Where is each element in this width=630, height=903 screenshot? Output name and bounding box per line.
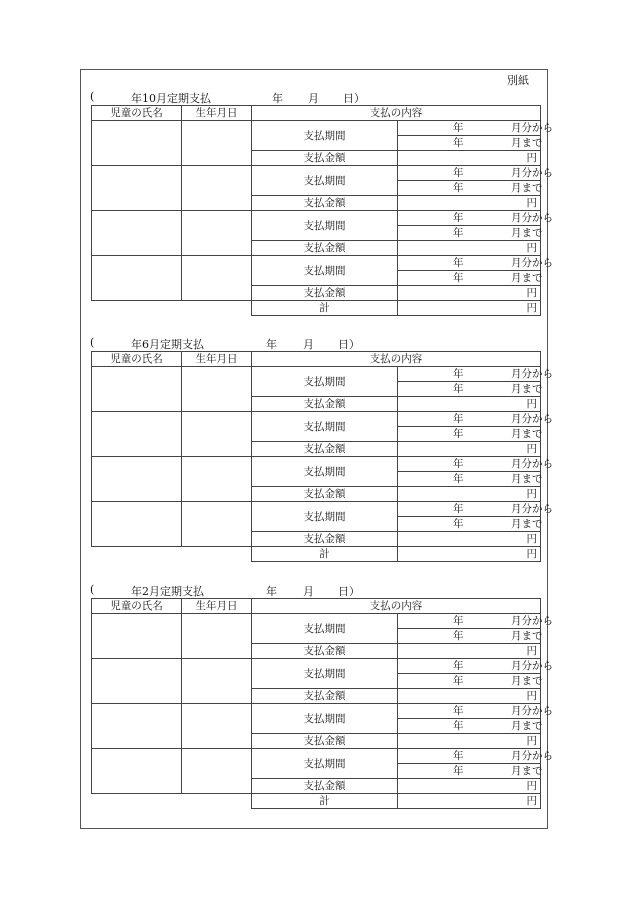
- payment-period-label: 支払期間: [252, 412, 398, 442]
- payment-period-label: 支払期間: [252, 457, 398, 487]
- from-month-label: 月分から: [511, 122, 553, 134]
- payment-period-label: 支払期間: [252, 367, 398, 397]
- year-label: 年: [453, 368, 464, 380]
- open-paren: (: [90, 583, 95, 596]
- section-title: 年10月定期支払: [131, 92, 211, 105]
- amount-yen-cell: 円: [398, 286, 541, 301]
- payment-amount-label: 支払金額: [252, 241, 398, 256]
- open-paren: (: [90, 336, 95, 349]
- birth-date-cell: [182, 704, 252, 749]
- birth-date-cell: [182, 457, 252, 502]
- period-to-cell: [398, 629, 541, 644]
- from-month-label: 月分から: [511, 167, 553, 179]
- total-yen-cell: 円: [398, 301, 541, 316]
- period-from-cell: [398, 121, 553, 136]
- birth-date-cell: [182, 367, 252, 412]
- period-to-cell: [398, 719, 541, 734]
- year-label: 年: [453, 615, 464, 627]
- payment-period-label: 支払期間: [252, 256, 398, 286]
- from-month-label: 月分から: [511, 368, 553, 380]
- blank-cell: [92, 794, 182, 809]
- year-label: 年: [453, 720, 464, 732]
- to-month-label: 月まで: [511, 630, 543, 642]
- year-label: 年: [453, 413, 464, 425]
- birth-date-cell: [182, 121, 252, 166]
- day-label: 日）: [338, 338, 360, 351]
- payment-period-label: 支払期間: [252, 502, 398, 532]
- payment-table-june: [91, 351, 553, 562]
- period-from-cell: [398, 211, 553, 226]
- year-label: 年: [453, 675, 464, 687]
- payment-table-october: [91, 105, 553, 316]
- amount-yen-cell: 円: [398, 779, 541, 794]
- child-name-cell: [92, 614, 182, 659]
- to-month-label: 月まで: [511, 182, 543, 194]
- payment-contents-header: 支払の内容: [252, 352, 541, 367]
- amount-yen-cell: 円: [398, 397, 541, 412]
- payment-amount-label: 支払金額: [252, 734, 398, 749]
- payment-amount-label: 支払金額: [252, 779, 398, 794]
- day-label: 日）: [338, 585, 360, 598]
- payment-period-label: 支払期間: [252, 704, 398, 734]
- year-label: 年: [453, 503, 464, 515]
- payment-table-february: [91, 598, 553, 809]
- period-from-cell: [398, 704, 553, 719]
- payment-period-label: 支払期間: [252, 749, 398, 779]
- birth-date-header: 生年月日: [182, 352, 252, 367]
- period-to-cell: [398, 764, 541, 779]
- period-from-cell: [398, 502, 553, 517]
- blank-cell: [182, 547, 252, 562]
- birth-date-cell: [182, 614, 252, 659]
- year-label: 年: [453, 272, 464, 284]
- payment-amount-label: 支払金額: [252, 532, 398, 547]
- payment-amount-label: 支払金額: [252, 151, 398, 166]
- from-month-label: 月分から: [511, 750, 553, 762]
- birth-date-header: 生年月日: [182, 599, 252, 614]
- section-header-february: [90, 583, 410, 597]
- birth-date-cell: [182, 502, 252, 547]
- payment-period-label: 支払期間: [252, 121, 398, 151]
- child-name-cell: [92, 166, 182, 211]
- child-name-cell: [92, 367, 182, 412]
- to-month-label: 月まで: [511, 473, 543, 485]
- total-yen-cell: 円: [398, 547, 541, 562]
- to-month-label: 月まで: [511, 765, 543, 777]
- child-name-cell: [92, 502, 182, 547]
- child-name-cell: [92, 211, 182, 256]
- child-name-header: 児童の氏名: [92, 599, 182, 614]
- payment-period-label: 支払期間: [252, 659, 398, 689]
- payment-amount-label: 支払金額: [252, 487, 398, 502]
- payment-amount-label: 支払金額: [252, 286, 398, 301]
- period-to-cell: [398, 181, 541, 196]
- year-label: 年: [453, 660, 464, 672]
- section-title: 年6月定期支払: [131, 338, 204, 351]
- amount-yen-cell: 円: [398, 196, 541, 211]
- to-month-label: 月まで: [511, 383, 543, 395]
- section-title: 年2月定期支払: [131, 585, 204, 598]
- payment-amount-label: 支払金額: [252, 689, 398, 704]
- payment-amount-label: 支払金額: [252, 442, 398, 457]
- total-label: 計: [252, 301, 398, 316]
- amount-yen-cell: 円: [398, 644, 541, 659]
- total-label: 計: [252, 794, 398, 809]
- period-to-cell: [398, 517, 541, 532]
- blank-cell: [92, 301, 182, 316]
- section-header-october: [90, 90, 410, 104]
- annex-label: 別紙: [507, 74, 529, 87]
- from-month-label: 月分から: [511, 503, 553, 515]
- year-label: 年: [266, 338, 277, 351]
- year-label: 年: [453, 167, 464, 179]
- amount-yen-cell: 円: [398, 734, 541, 749]
- from-month-label: 月分から: [511, 615, 553, 627]
- birth-date-cell: [182, 256, 252, 301]
- amount-yen-cell: 円: [398, 532, 541, 547]
- year-label: 年: [453, 765, 464, 777]
- year-label: 年: [453, 428, 464, 440]
- child-name-cell: [92, 412, 182, 457]
- period-to-cell: [398, 226, 541, 241]
- birth-date-cell: [182, 412, 252, 457]
- period-from-cell: [398, 412, 553, 427]
- period-from-cell: [398, 749, 553, 764]
- year-label: 年: [453, 212, 464, 224]
- blank-cell: [92, 547, 182, 562]
- child-name-cell: [92, 457, 182, 502]
- period-to-cell: [398, 427, 541, 442]
- period-to-cell: [398, 472, 541, 487]
- period-from-cell: [398, 659, 553, 674]
- to-month-label: 月まで: [511, 227, 543, 239]
- to-month-label: 月まで: [511, 428, 543, 440]
- period-from-cell: [398, 166, 553, 181]
- total-label: 計: [252, 547, 398, 562]
- payment-period-label: 支払期間: [252, 211, 398, 241]
- blank-cell: [182, 301, 252, 316]
- period-to-cell: [398, 271, 541, 286]
- year-label: 年: [453, 750, 464, 762]
- year-label: 年: [453, 458, 464, 470]
- period-to-cell: [398, 382, 541, 397]
- child-name-cell: [92, 121, 182, 166]
- amount-yen-cell: 円: [398, 442, 541, 457]
- child-name-cell: [92, 659, 182, 704]
- birth-date-cell: [182, 211, 252, 256]
- from-month-label: 月分から: [511, 212, 553, 224]
- year-label: 年: [453, 227, 464, 239]
- to-month-label: 月まで: [511, 675, 543, 687]
- payment-contents-header: 支払の内容: [252, 599, 541, 614]
- month-label: 月: [303, 338, 314, 351]
- birth-date-header: 生年月日: [182, 106, 252, 121]
- month-label: 月: [303, 585, 314, 598]
- to-month-label: 月まで: [511, 137, 543, 149]
- payment-period-label: 支払期間: [252, 166, 398, 196]
- total-yen-cell: 円: [398, 794, 541, 809]
- from-month-label: 月分から: [511, 413, 553, 425]
- from-month-label: 月分から: [511, 660, 553, 672]
- child-name-cell: [92, 256, 182, 301]
- period-from-cell: [398, 367, 553, 382]
- open-paren: (: [90, 90, 95, 103]
- year-label: 年: [453, 182, 464, 194]
- section-header-june: [90, 336, 410, 350]
- day-label: 日）: [343, 92, 365, 105]
- period-from-cell: [398, 457, 553, 472]
- birth-date-cell: [182, 659, 252, 704]
- period-to-cell: [398, 674, 541, 689]
- year-label: 年: [453, 137, 464, 149]
- child-name-cell: [92, 749, 182, 794]
- from-month-label: 月分から: [511, 705, 553, 717]
- payment-period-label: 支払期間: [252, 614, 398, 644]
- period-from-cell: [398, 614, 553, 629]
- year-label: 年: [453, 383, 464, 395]
- year-label: 年: [272, 92, 283, 105]
- year-label: 年: [453, 705, 464, 717]
- child-name-cell: [92, 704, 182, 749]
- year-label: 年: [453, 518, 464, 530]
- to-month-label: 月まで: [511, 720, 543, 732]
- payment-amount-label: 支払金額: [252, 196, 398, 211]
- month-label: 月: [308, 92, 319, 105]
- to-month-label: 月まで: [511, 272, 543, 284]
- payment-amount-label: 支払金額: [252, 644, 398, 659]
- year-label: 年: [453, 122, 464, 134]
- amount-yen-cell: 円: [398, 151, 541, 166]
- year-label: 年: [453, 473, 464, 485]
- child-name-header: 児童の氏名: [92, 352, 182, 367]
- birth-date-cell: [182, 749, 252, 794]
- amount-yen-cell: 円: [398, 689, 541, 704]
- payment-amount-label: 支払金額: [252, 397, 398, 412]
- from-month-label: 月分から: [511, 257, 553, 269]
- from-month-label: 月分から: [511, 458, 553, 470]
- blank-cell: [182, 794, 252, 809]
- child-name-header: 児童の氏名: [92, 106, 182, 121]
- payment-contents-header: 支払の内容: [252, 106, 541, 121]
- year-label: 年: [453, 630, 464, 642]
- to-month-label: 月まで: [511, 518, 543, 530]
- birth-date-cell: [182, 166, 252, 211]
- period-from-cell: [398, 256, 553, 271]
- period-to-cell: [398, 136, 541, 151]
- amount-yen-cell: 円: [398, 241, 541, 256]
- amount-yen-cell: 円: [398, 487, 541, 502]
- year-label: 年: [453, 257, 464, 269]
- year-label: 年: [266, 585, 277, 598]
